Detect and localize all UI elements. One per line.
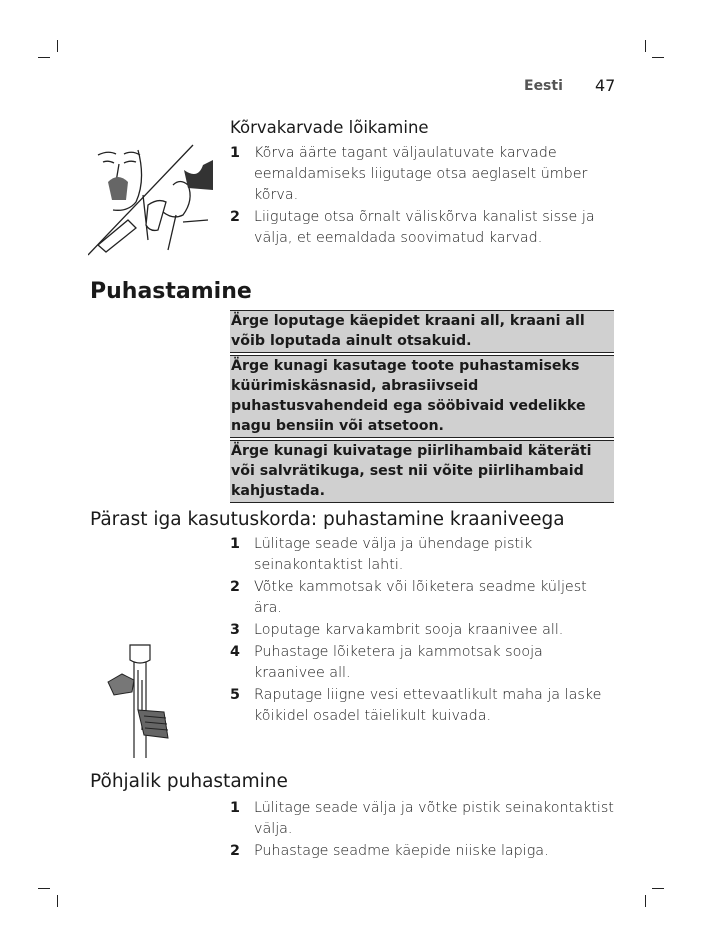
step-number: 1	[230, 800, 240, 816]
step-text: Lülitage seade välja ja ühendage pistik seinakontaktist lahti.	[254, 536, 533, 573]
step	[230, 685, 615, 727]
page-number: 47	[595, 76, 616, 95]
thorough-cleaning-heading: Põhjalik puhastamine	[90, 771, 288, 792]
step-number: 5	[230, 687, 240, 703]
step	[230, 841, 615, 862]
step-text: Lülitage seade välja ja võtke pistik seinakontaktist välja.	[254, 800, 614, 837]
step	[230, 620, 615, 641]
step-text: Loputage karvakambrit sooja kraanivee all.	[254, 622, 564, 638]
warning-box: Ärge kunagi kasutage toote puhastamiseks küürimiskäsnasid, abrasiivseid puhastusvahendeid ega sööbivaid vedelikke nagu bensiin või atsetoon.	[230, 355, 614, 438]
after-use-steps	[230, 534, 615, 728]
step-number: 2	[230, 843, 240, 859]
ear-trimming-illustration	[88, 140, 218, 260]
warning-box: Ärge loputage käepidet kraani all, kraani all võib loputada ainult otsakuid.	[230, 310, 614, 353]
warning-box: Ärge kunagi kuivatage piirlihambaid käteräti või salvrätikuga, sest nii võite piirlihambaid kahjustada.	[230, 440, 614, 503]
step-text: Võtke kammotsak või lõiketera seadme küljest ära.	[254, 579, 587, 616]
ear-trimming-steps	[230, 143, 615, 250]
after-use-heading: Pärast iga kasutuskorda: puhastamine kraaniveega	[90, 509, 565, 530]
step-text: Raputage liigne vesi ettevaatlikult maha ja laske kõikidel osadel täielikult kuivada.	[254, 687, 602, 724]
step	[230, 642, 615, 684]
step-number: 2	[230, 579, 240, 595]
step-number: 4	[230, 644, 240, 660]
ear-trimming-heading: Kõrvakarvade lõikamine	[230, 118, 429, 137]
cleaning-heading: Puhastamine	[90, 279, 252, 304]
step-number: 1	[230, 536, 240, 552]
language-label: Eesti	[524, 78, 563, 94]
step-number: 1	[230, 145, 240, 161]
step	[230, 577, 615, 619]
step-number: 2	[230, 209, 240, 225]
thorough-cleaning-steps	[230, 798, 615, 863]
step	[230, 534, 615, 576]
step	[230, 798, 615, 840]
step-text: Puhastage lõiketera ja kammotsak sooja kraanivee all.	[254, 644, 543, 681]
step-text: Liigutage otsa õrnalt väliskõrva kanalist sisse ja välja, et eemaldada soovimatud karvad.	[254, 209, 595, 246]
step	[230, 207, 615, 249]
step-text: Puhastage seadme käepide niiske lapiga.	[254, 843, 549, 859]
step-number: 3	[230, 622, 240, 638]
step-text: Kõrva äärte tagant väljaulatuvate karvade eemaldamiseks liigutage otsa aeglaselt ümber kõrva.	[254, 145, 588, 203]
step	[230, 143, 615, 206]
rinsing-illustration	[100, 640, 180, 760]
